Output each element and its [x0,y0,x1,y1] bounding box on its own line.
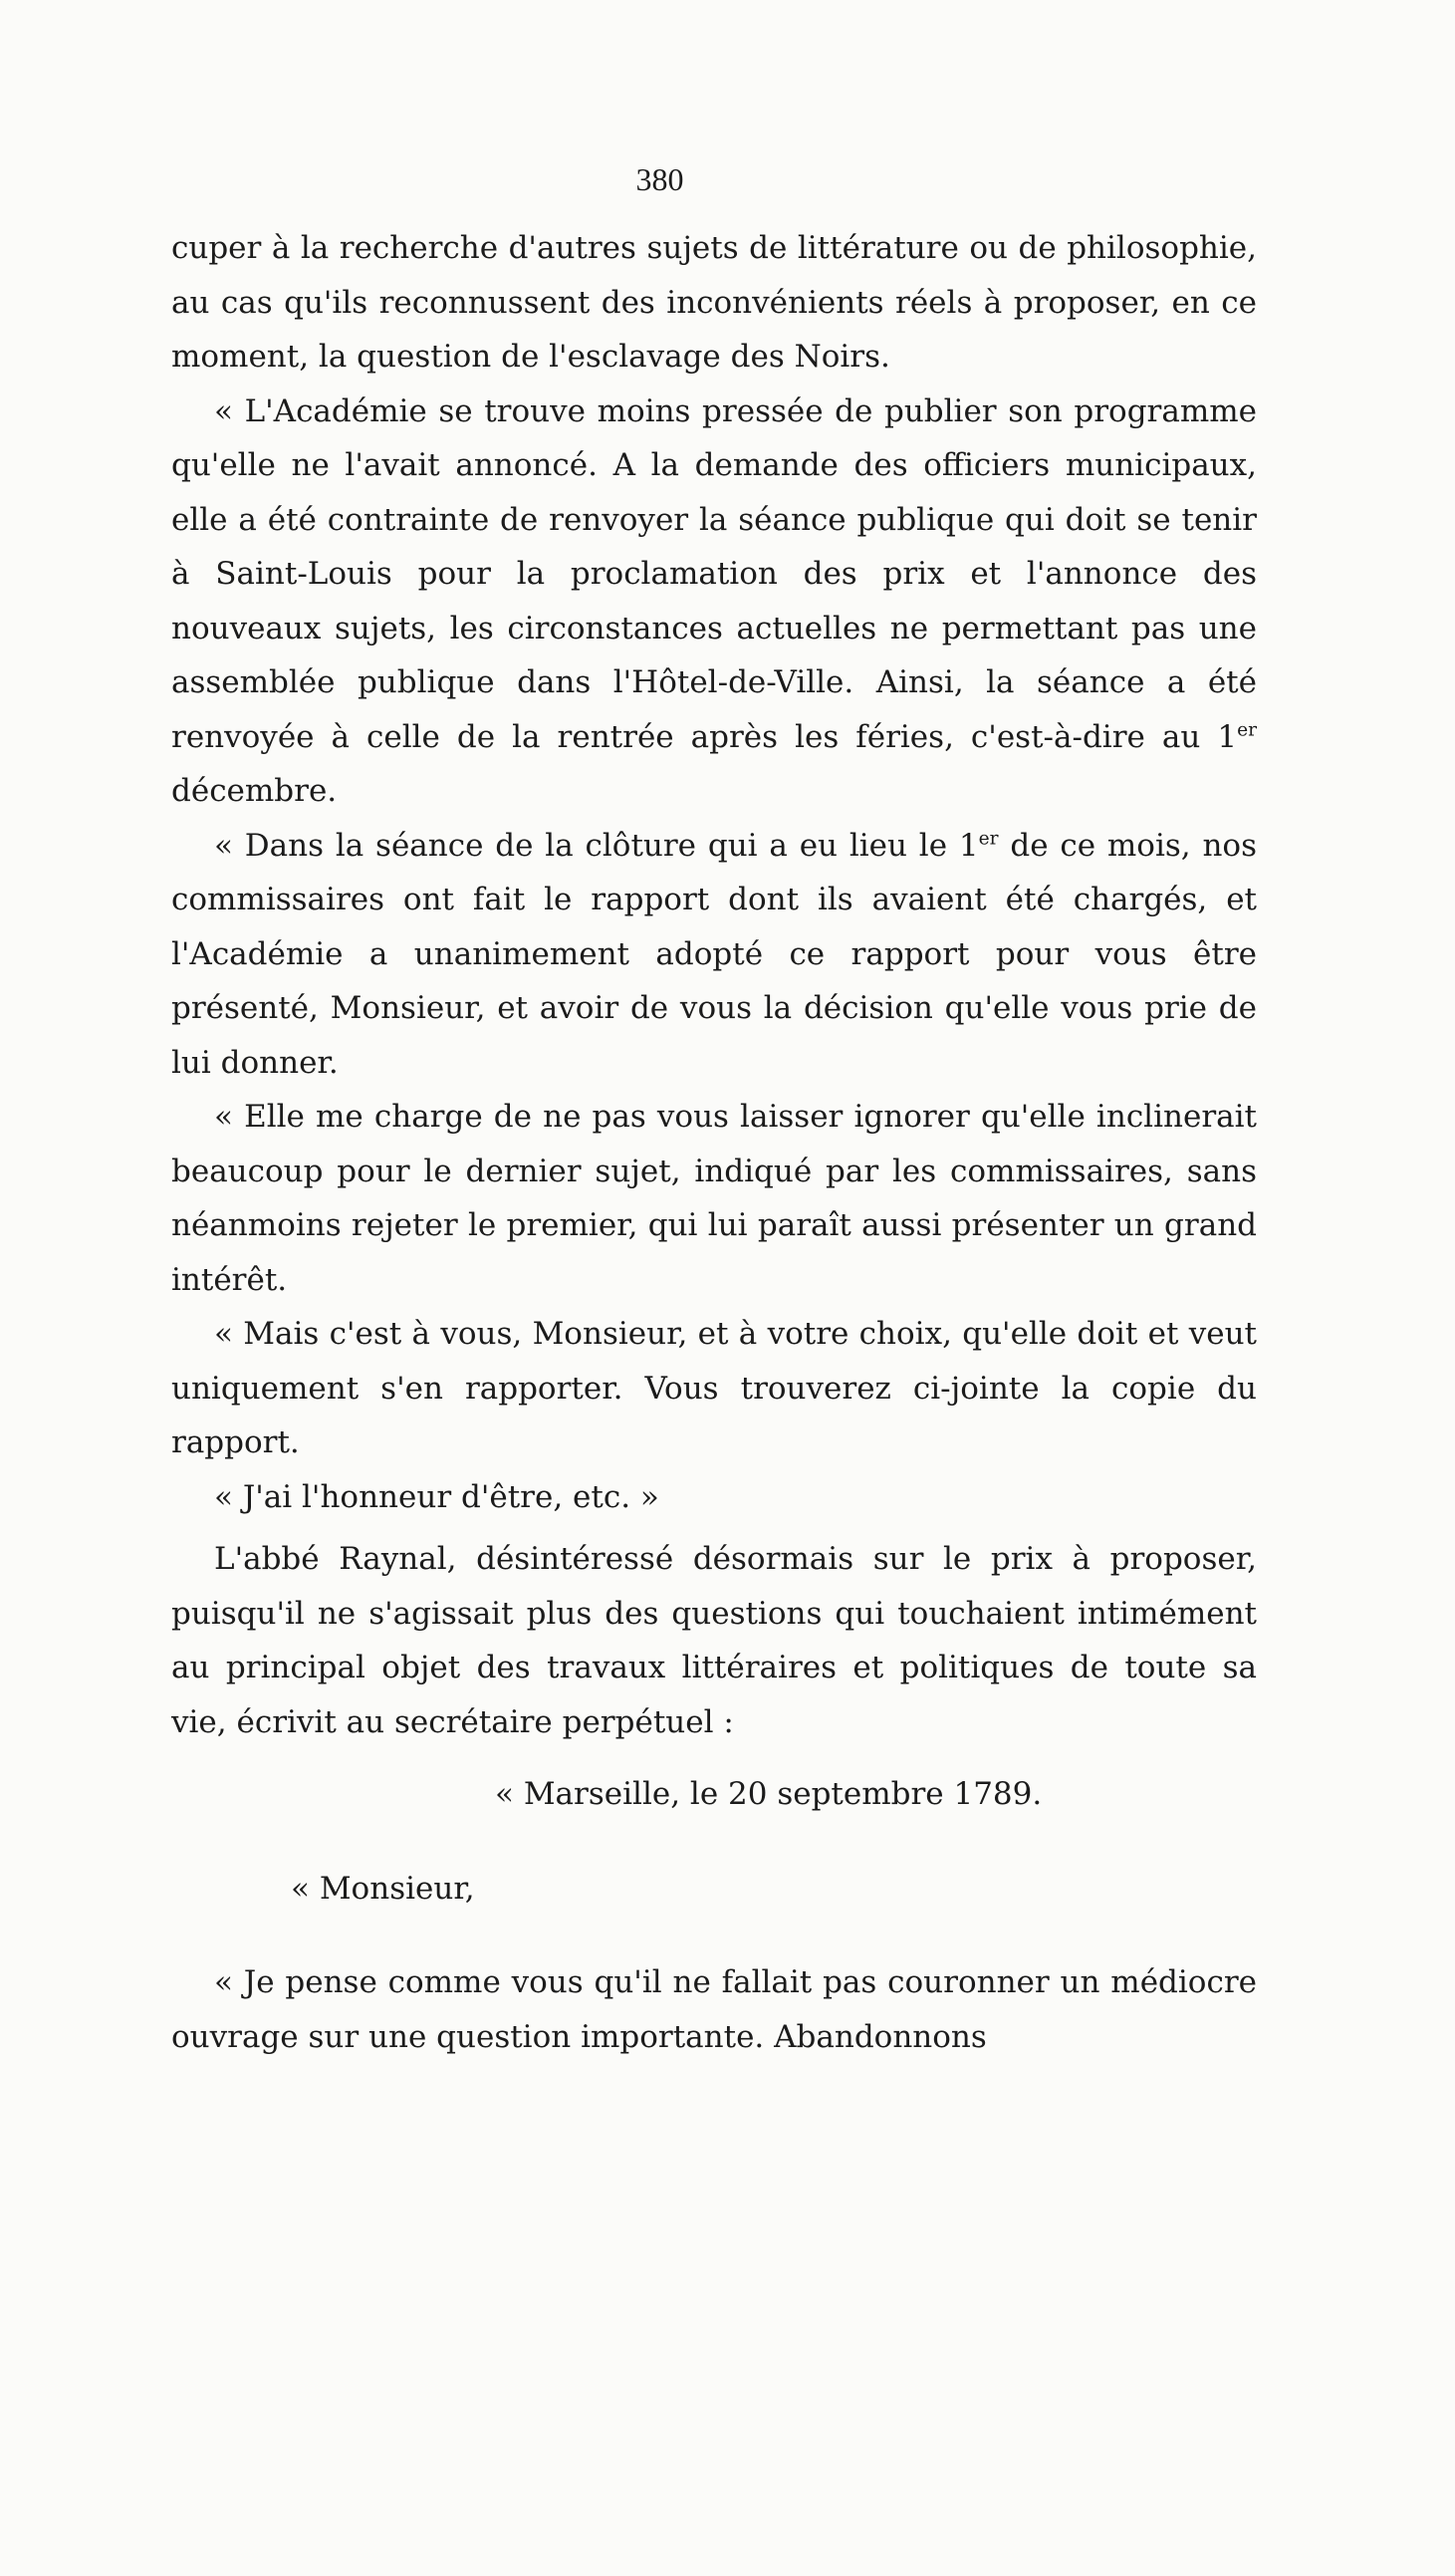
paragraph-closing-formula: « J'ai l'honneur d'être, etc. » [214,1478,659,1515]
page-body [171,221,1257,2064]
letter-dateline: « Marseille, le 20 septembre 1789. [495,1776,1043,1812]
letter-salutation: « Monsieur, [291,1870,475,1907]
paragraph-continuation: cuper à la recherche d'autres sujets de littérature ou de philosophie, au cas qu'ils reconnussent des inconvénients réels à proposer, en ce moment, la question de l'esclavage des Noirs. [171,230,1257,375]
paragraph-abbe-raynal: L'abbé Raynal, désintéressé désormais sur le prix à proposer, puisqu'il ne s'agissait plus des questions qui touchaient intimément au principal objet des travaux littéraires et politiques de toute sa vie, écrivit au secrétaire perpétuel : [171,1541,1257,1740]
paragraph-letter-body: « Je pense comme vous qu'il ne fallait pas couronner un médiocre ouvrage sur une question importante. Abandonnons [171,1964,1257,2055]
paragraph-academie-programme: « L'Académie se trouve moins pressée de publier son programme qu'elle ne l'avait annoncé. A la demande des officiers municipaux, elle a été contrainte de renvoyer la séance publique qui doit se tenir à Saint-Louis pour la proclamation des prix et l'annonce des nouveaux sujets, les circonstances actuelles ne permettant pas une assemblée publique dans l'Hôtel-de-Ville. Ainsi, la séance a été renvoyée à celle de la rentrée après les féries, c'est-à-dire au 1er décembre. [171,392,1257,809]
paragraph-seance-cloture: « Dans la séance de la clôture qui a eu lieu le 1er de ce mois, nos commissaires ont fait le rapport dont ils avaient été chargés, et l'Académie a unanimement adopté ce rapport pour vous être présenté, Monsieur, et avoir de vous la décision qu'elle vous prie de lui donner. [171,827,1257,1081]
page-number: 380 [635,161,684,197]
paragraph-votre-choix: « Mais c'est à vous, Monsieur, et à votre choix, qu'elle doit et veut uniquement s'en rapporter. Vous trouverez ci-jointe la copie du rapport. [171,1316,1257,1460]
paragraph-dernier-sujet: « Elle me charge de ne pas vous laisser ignorer qu'elle inclinerait beaucoup pour le dernier sujet, indiqué par les commissaires, sans néanmoins rejeter le premier, qui lui paraît aussi présenter un grand intérêt. [171,1099,1257,1298]
